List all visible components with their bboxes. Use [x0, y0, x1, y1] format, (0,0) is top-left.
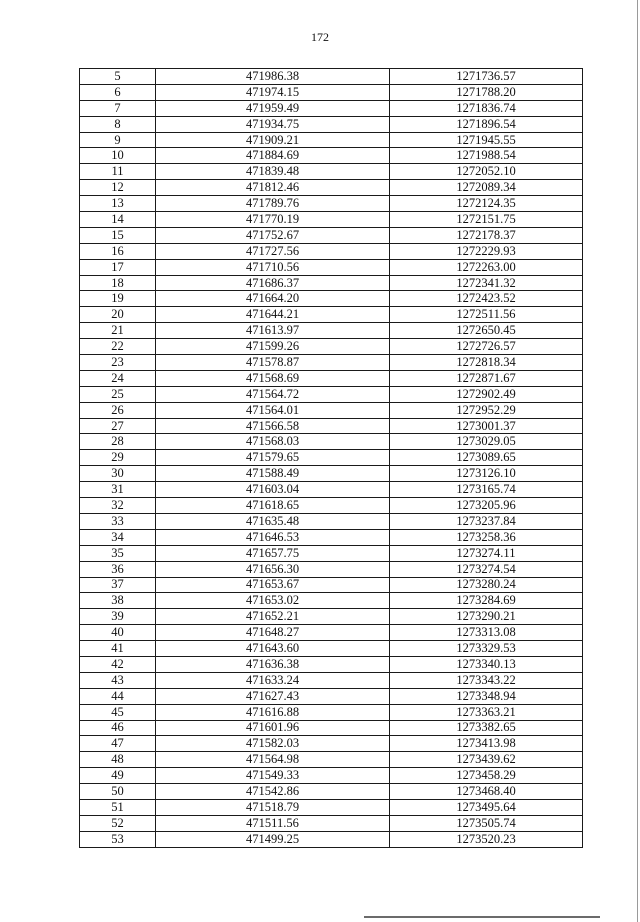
y-coordinate-cell: 1272151.75 [390, 212, 583, 228]
table-row [80, 641, 583, 657]
table-row [80, 609, 583, 625]
point-number-cell: 21 [80, 323, 156, 339]
x-coordinate-cell: 471499.25 [156, 831, 390, 847]
table-row [80, 259, 583, 275]
table-row [80, 370, 583, 386]
scan-artifact-line [364, 916, 600, 918]
point-number-cell: 30 [80, 466, 156, 482]
y-coordinate-cell: 1271736.57 [390, 69, 583, 85]
point-number-cell: 52 [80, 815, 156, 831]
table-row [80, 577, 583, 593]
point-number-cell: 20 [80, 307, 156, 323]
x-coordinate-cell: 471568.03 [156, 434, 390, 450]
x-coordinate-cell: 471582.03 [156, 736, 390, 752]
table-row [80, 498, 583, 514]
x-coordinate-cell: 471511.56 [156, 815, 390, 831]
point-number-cell: 7 [80, 100, 156, 116]
y-coordinate-cell: 1271896.54 [390, 116, 583, 132]
point-number-cell: 51 [80, 799, 156, 815]
x-coordinate-cell: 471839.48 [156, 164, 390, 180]
y-coordinate-cell: 1272726.57 [390, 339, 583, 355]
x-coordinate-cell: 471653.67 [156, 577, 390, 593]
x-coordinate-cell: 471656.30 [156, 561, 390, 577]
x-coordinate-cell: 471664.20 [156, 291, 390, 307]
table-row [80, 116, 583, 132]
point-number-cell: 14 [80, 212, 156, 228]
y-coordinate-cell: 1272423.52 [390, 291, 583, 307]
table-row [80, 69, 583, 85]
point-number-cell: 38 [80, 593, 156, 609]
table-row [80, 434, 583, 450]
table-row [80, 164, 583, 180]
table-row [80, 513, 583, 529]
point-number-cell: 27 [80, 418, 156, 434]
table-row [80, 84, 583, 100]
point-number-cell: 31 [80, 482, 156, 498]
y-coordinate-cell: 1271988.54 [390, 148, 583, 164]
table-row [80, 799, 583, 815]
table-row [80, 704, 583, 720]
table-row [80, 529, 583, 545]
table-row [80, 831, 583, 847]
table-row [80, 672, 583, 688]
y-coordinate-cell: 1272052.10 [390, 164, 583, 180]
table-row [80, 482, 583, 498]
table-row [80, 355, 583, 371]
x-coordinate-cell: 471974.15 [156, 84, 390, 100]
y-coordinate-cell: 1273313.08 [390, 625, 583, 641]
point-number-cell: 28 [80, 434, 156, 450]
x-coordinate-cell: 471616.88 [156, 704, 390, 720]
point-number-cell: 23 [80, 355, 156, 371]
x-coordinate-cell: 471636.38 [156, 656, 390, 672]
y-coordinate-cell: 1272871.67 [390, 370, 583, 386]
x-coordinate-cell: 471648.27 [156, 625, 390, 641]
x-coordinate-cell: 471603.04 [156, 482, 390, 498]
x-coordinate-cell: 471770.19 [156, 212, 390, 228]
point-number-cell: 17 [80, 259, 156, 275]
y-coordinate-cell: 1273505.74 [390, 815, 583, 831]
table-row [80, 656, 583, 672]
point-number-cell: 24 [80, 370, 156, 386]
table-row [80, 323, 583, 339]
point-number-cell: 32 [80, 498, 156, 514]
y-coordinate-cell: 1273413.98 [390, 736, 583, 752]
point-number-cell: 15 [80, 227, 156, 243]
table-row [80, 768, 583, 784]
point-number-cell: 41 [80, 641, 156, 657]
table-row [80, 307, 583, 323]
point-number-cell: 18 [80, 275, 156, 291]
y-coordinate-cell: 1273280.24 [390, 577, 583, 593]
point-number-cell: 46 [80, 720, 156, 736]
y-coordinate-cell: 1273343.22 [390, 672, 583, 688]
table-row [80, 688, 583, 704]
table-row [80, 100, 583, 116]
y-coordinate-cell: 1273458.29 [390, 768, 583, 784]
y-coordinate-cell: 1273274.54 [390, 561, 583, 577]
point-number-cell: 6 [80, 84, 156, 100]
table-row [80, 561, 583, 577]
x-coordinate-cell: 471686.37 [156, 275, 390, 291]
x-coordinate-cell: 471578.87 [156, 355, 390, 371]
x-coordinate-cell: 471564.72 [156, 386, 390, 402]
x-coordinate-cell: 471633.24 [156, 672, 390, 688]
point-number-cell: 9 [80, 132, 156, 148]
point-number-cell: 33 [80, 513, 156, 529]
point-number-cell: 19 [80, 291, 156, 307]
x-coordinate-cell: 471564.98 [156, 752, 390, 768]
x-coordinate-cell: 471518.79 [156, 799, 390, 815]
y-coordinate-cell: 1273029.05 [390, 434, 583, 450]
table-row [80, 402, 583, 418]
y-coordinate-cell: 1273284.69 [390, 593, 583, 609]
point-number-cell: 34 [80, 529, 156, 545]
coordinates-table [79, 68, 583, 848]
point-number-cell: 8 [80, 116, 156, 132]
point-number-cell: 50 [80, 784, 156, 800]
y-coordinate-cell: 1272650.45 [390, 323, 583, 339]
table-row [80, 148, 583, 164]
table-row [80, 752, 583, 768]
table-row [80, 291, 583, 307]
point-number-cell: 29 [80, 450, 156, 466]
x-coordinate-cell: 471618.65 [156, 498, 390, 514]
table-row [80, 132, 583, 148]
x-coordinate-cell: 471986.38 [156, 69, 390, 85]
table-row [80, 243, 583, 259]
x-coordinate-cell: 471657.75 [156, 545, 390, 561]
x-coordinate-cell: 471566.58 [156, 418, 390, 434]
y-coordinate-cell: 1273126.10 [390, 466, 583, 482]
y-coordinate-cell: 1272902.49 [390, 386, 583, 402]
y-coordinate-cell: 1272341.32 [390, 275, 583, 291]
x-coordinate-cell: 471599.26 [156, 339, 390, 355]
x-coordinate-cell: 471909.21 [156, 132, 390, 148]
table-row [80, 339, 583, 355]
point-number-cell: 5 [80, 69, 156, 85]
table-row [80, 180, 583, 196]
x-coordinate-cell: 471568.69 [156, 370, 390, 386]
x-coordinate-cell: 471542.86 [156, 784, 390, 800]
y-coordinate-cell: 1272263.00 [390, 259, 583, 275]
y-coordinate-cell: 1273348.94 [390, 688, 583, 704]
table-row [80, 593, 583, 609]
x-coordinate-cell: 471588.49 [156, 466, 390, 482]
x-coordinate-cell: 471710.56 [156, 259, 390, 275]
x-coordinate-cell: 471643.60 [156, 641, 390, 657]
point-number-cell: 49 [80, 768, 156, 784]
x-coordinate-cell: 471789.76 [156, 196, 390, 212]
table-row [80, 227, 583, 243]
y-coordinate-cell: 1272178.37 [390, 227, 583, 243]
y-coordinate-cell: 1272089.34 [390, 180, 583, 196]
point-number-cell: 39 [80, 609, 156, 625]
y-coordinate-cell: 1271945.55 [390, 132, 583, 148]
y-coordinate-cell: 1273520.23 [390, 831, 583, 847]
point-number-cell: 47 [80, 736, 156, 752]
point-number-cell: 53 [80, 831, 156, 847]
x-coordinate-cell: 471934.75 [156, 116, 390, 132]
x-coordinate-cell: 471812.46 [156, 180, 390, 196]
x-coordinate-cell: 471579.65 [156, 450, 390, 466]
y-coordinate-cell: 1273290.21 [390, 609, 583, 625]
y-coordinate-cell: 1273382.65 [390, 720, 583, 736]
y-coordinate-cell: 1272124.35 [390, 196, 583, 212]
point-number-cell: 25 [80, 386, 156, 402]
y-coordinate-cell: 1273237.84 [390, 513, 583, 529]
y-coordinate-cell: 1273340.13 [390, 656, 583, 672]
point-number-cell: 40 [80, 625, 156, 641]
x-coordinate-cell: 471601.96 [156, 720, 390, 736]
y-coordinate-cell: 1273439.62 [390, 752, 583, 768]
y-coordinate-cell: 1273329.53 [390, 641, 583, 657]
x-coordinate-cell: 471635.48 [156, 513, 390, 529]
table-row [80, 275, 583, 291]
y-coordinate-cell: 1273468.40 [390, 784, 583, 800]
point-number-cell: 13 [80, 196, 156, 212]
y-coordinate-cell: 1272952.29 [390, 402, 583, 418]
point-number-cell: 48 [80, 752, 156, 768]
table-row [80, 212, 583, 228]
page-number: 172 [311, 30, 329, 44]
point-number-cell: 10 [80, 148, 156, 164]
table-row [80, 784, 583, 800]
x-coordinate-cell: 471564.01 [156, 402, 390, 418]
x-coordinate-cell: 471549.33 [156, 768, 390, 784]
point-number-cell: 42 [80, 656, 156, 672]
y-coordinate-cell: 1273089.65 [390, 450, 583, 466]
y-coordinate-cell: 1271836.74 [390, 100, 583, 116]
table-row [80, 545, 583, 561]
x-coordinate-cell: 471652.21 [156, 609, 390, 625]
y-coordinate-cell: 1272818.34 [390, 355, 583, 371]
x-coordinate-cell: 471653.02 [156, 593, 390, 609]
table-row [80, 418, 583, 434]
x-coordinate-cell: 471613.97 [156, 323, 390, 339]
point-number-cell: 45 [80, 704, 156, 720]
y-coordinate-cell: 1273363.21 [390, 704, 583, 720]
point-number-cell: 44 [80, 688, 156, 704]
point-number-cell: 12 [80, 180, 156, 196]
point-number-cell: 36 [80, 561, 156, 577]
y-coordinate-cell: 1272229.93 [390, 243, 583, 259]
point-number-cell: 35 [80, 545, 156, 561]
y-coordinate-cell: 1273165.74 [390, 482, 583, 498]
point-number-cell: 16 [80, 243, 156, 259]
x-coordinate-cell: 471627.43 [156, 688, 390, 704]
table-row [80, 736, 583, 752]
y-coordinate-cell: 1271788.20 [390, 84, 583, 100]
table-row [80, 720, 583, 736]
table-row [80, 450, 583, 466]
x-coordinate-cell: 471644.21 [156, 307, 390, 323]
point-number-cell: 37 [80, 577, 156, 593]
x-coordinate-cell: 471727.56 [156, 243, 390, 259]
table-row [80, 196, 583, 212]
y-coordinate-cell: 1272511.56 [390, 307, 583, 323]
x-coordinate-cell: 471884.69 [156, 148, 390, 164]
x-coordinate-cell: 471646.53 [156, 529, 390, 545]
y-coordinate-cell: 1273001.37 [390, 418, 583, 434]
point-number-cell: 22 [80, 339, 156, 355]
table-row [80, 625, 583, 641]
y-coordinate-cell: 1273274.11 [390, 545, 583, 561]
coordinates-table-body [80, 69, 583, 848]
y-coordinate-cell: 1273258.36 [390, 529, 583, 545]
y-coordinate-cell: 1273495.64 [390, 799, 583, 815]
point-number-cell: 43 [80, 672, 156, 688]
point-number-cell: 11 [80, 164, 156, 180]
point-number-cell: 26 [80, 402, 156, 418]
table-row [80, 466, 583, 482]
x-coordinate-cell: 471752.67 [156, 227, 390, 243]
y-coordinate-cell: 1273205.96 [390, 498, 583, 514]
table-row [80, 815, 583, 831]
table-row [80, 386, 583, 402]
x-coordinate-cell: 471959.49 [156, 100, 390, 116]
page-edge [637, 0, 638, 922]
